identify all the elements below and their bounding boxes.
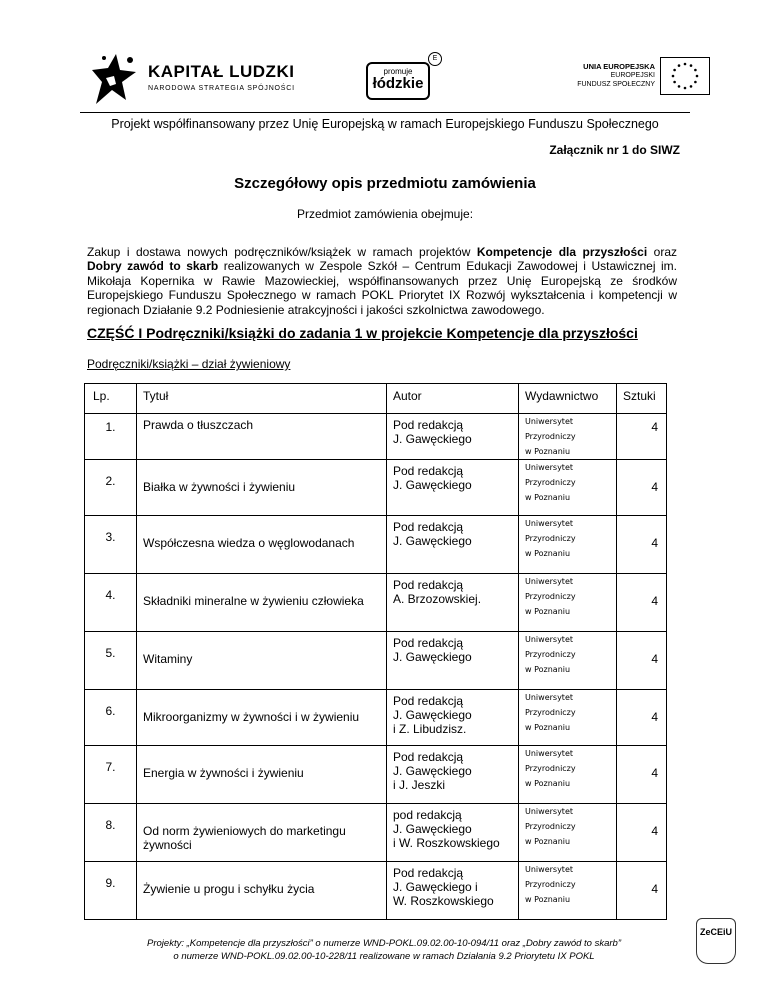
row-author [387, 804, 519, 862]
school-badge-text: ZeCEiU [699, 927, 732, 937]
publisher-line: w Poznaniu [525, 779, 571, 788]
annex-label: Załącznik nr 1 do SIWZ [549, 143, 680, 157]
row-author [387, 746, 519, 804]
row-author [387, 862, 519, 920]
row-title: Białka w żywności i żywieniu [137, 460, 387, 516]
publisher-line: w Poznaniu [525, 549, 571, 558]
eu-line3: FUNDUSZ SPOŁECZNY [577, 81, 655, 88]
row-title: Współczesna wiedza o węglowodanach [137, 516, 387, 574]
publisher-line: w Poznaniu [525, 447, 571, 456]
author-line: J. Gawęckiego [393, 650, 472, 664]
table-row [85, 746, 667, 804]
author-line: i J. Jeszki [393, 778, 446, 792]
project-cofinancing-line: Projekt współfinansowany przez Unię Europejską w ramach Europejskiego Funduszu Społecznego [111, 117, 659, 131]
publisher-line: Przyrodniczy [525, 592, 576, 601]
publisher-line: Uniwersytet [525, 807, 573, 816]
publisher-line: Przyrodniczy [525, 822, 576, 831]
header-lp: Lp. [85, 384, 137, 414]
intro-bold-1: Kompetencje dla przyszłości [476, 245, 648, 259]
row-quantity: 4 [617, 804, 667, 862]
intro-text-1: Zakup i dostawa nowych podręczników/książek w ramach projektów [87, 245, 477, 259]
row-author [387, 574, 519, 632]
publisher-line: Przyrodniczy [525, 764, 576, 773]
row-publisher [519, 746, 617, 804]
row-publisher [519, 414, 617, 460]
author-line: Pod redakcją [393, 578, 464, 592]
author-line: J. Gawęckiego [393, 534, 472, 548]
publisher-line: w Poznaniu [525, 837, 571, 846]
row-title: Od norm żywieniowych do marketingu żywności [137, 804, 387, 862]
publisher-line: w Poznaniu [525, 665, 571, 674]
publisher-line: Uniwersytet [525, 749, 573, 758]
row-lp: 6. [85, 690, 137, 746]
row-title: Witaminy [137, 632, 387, 690]
row-quantity: 4 [617, 862, 667, 920]
publisher-line: Przyrodniczy [525, 880, 576, 889]
publisher-line: Uniwersytet [525, 463, 573, 472]
publisher-line: w Poznaniu [525, 607, 571, 616]
intro-paragraph [87, 245, 677, 317]
row-title: Żywienie u progu i schyłku życia [137, 862, 387, 920]
promuje-lodzkie-logo [366, 52, 442, 104]
kapital-ludzki-subtitle: NARODOWA STRATEGIA SPÓJNOŚCI [148, 85, 295, 92]
row-publisher [519, 574, 617, 632]
row-quantity: 4 [617, 414, 667, 460]
author-line: J. Gawęckiego [393, 708, 472, 722]
header-author: Autor [387, 384, 519, 414]
table-row [85, 632, 667, 690]
books-table [84, 383, 667, 920]
row-quantity: 4 [617, 746, 667, 804]
author-line: Pod redakcją [393, 464, 464, 478]
author-line: Pod redakcją [393, 694, 464, 708]
row-quantity: 4 [617, 460, 667, 516]
table-header-row [85, 384, 667, 414]
publisher-line: Uniwersytet [525, 417, 573, 426]
page-subtitle: Przedmiot zamówienia obejmuje: [296, 207, 474, 221]
eu-text-block [545, 62, 655, 89]
author-line: i W. Roszkowskiego [393, 836, 500, 850]
row-author [387, 414, 519, 460]
table-row [85, 460, 667, 516]
intro-bold-2: Dobry zawód to skarb [87, 259, 219, 274]
row-author [387, 632, 519, 690]
author-line: J. Gawęckiego [393, 764, 472, 778]
row-author [387, 690, 519, 746]
author-line: J. Gawęckiego [393, 822, 472, 836]
author-line: W. Roszkowskiego [393, 894, 494, 908]
eu-line1: UNIA EUROPEJSKA [583, 62, 655, 71]
publisher-line: Uniwersytet [525, 865, 573, 874]
author-line: pod redakcją [393, 808, 462, 822]
row-title: Mikroorganizmy w żywności i w żywieniu [137, 690, 387, 746]
header-title: Tytuł [137, 384, 387, 414]
author-line: Pod redakcją [393, 520, 464, 534]
author-line: Pod redakcją [393, 750, 464, 764]
row-title: Energia w żywności i żywieniu [137, 746, 387, 804]
publisher-line: Uniwersytet [525, 693, 573, 702]
table-row [85, 414, 667, 460]
page-title: Szczegółowy opis przedmiotu zamówienia [234, 175, 536, 192]
table-row [85, 804, 667, 862]
publisher-line: w Poznaniu [525, 723, 571, 732]
publisher-line: Przyrodniczy [525, 432, 576, 441]
publisher-line: Przyrodniczy [525, 650, 576, 659]
kapital-ludzki-logo [92, 52, 302, 108]
row-lp: 8. [85, 804, 137, 862]
row-author [387, 516, 519, 574]
table-row [85, 516, 667, 574]
row-quantity: 4 [617, 690, 667, 746]
publisher-line: Przyrodniczy [525, 708, 576, 717]
row-publisher [519, 460, 617, 516]
publisher-line: Uniwersytet [525, 577, 573, 586]
school-badge-logo [696, 918, 736, 964]
lodz-logo-small-text: promuje [383, 67, 413, 76]
row-lp: 5. [85, 632, 137, 690]
kapital-ludzki-title: KAPITAŁ LUDZKI [148, 62, 295, 81]
section-title: CZĘŚĆ I Podręczniki/książki do zadania 1 w projekcie Kompetencje dla przyszłości [87, 325, 638, 341]
lodz-logo-mark: E [428, 52, 442, 66]
kapital-ludzki-star-icon [92, 52, 142, 108]
row-publisher [519, 516, 617, 574]
row-quantity: 4 [617, 574, 667, 632]
publisher-line: w Poznaniu [525, 493, 571, 502]
row-lp: 4. [85, 574, 137, 632]
table-row [85, 690, 667, 746]
lodz-logo-box [366, 62, 430, 100]
row-publisher [519, 690, 617, 746]
table-row [85, 862, 667, 920]
row-quantity: 4 [617, 516, 667, 574]
row-lp: 7. [85, 746, 137, 804]
author-line: i Z. Libudzisz. [393, 722, 467, 736]
author-line: Pod redakcją [393, 866, 464, 880]
header-divider [80, 112, 690, 113]
eu-line2: EUROPEJSKI [610, 72, 655, 79]
publisher-line: Przyrodniczy [525, 478, 576, 487]
row-title: Składniki mineralne w żywieniu człowieka [137, 574, 387, 632]
author-line: Pod redakcją [393, 636, 464, 650]
row-publisher [519, 804, 617, 862]
row-lp: 1. [85, 414, 137, 460]
publisher-line: Uniwersytet [525, 635, 573, 644]
sub-section-title: Podręczniki/książki – dział żywieniowy [87, 357, 291, 371]
row-lp: 2. [85, 460, 137, 516]
lodz-logo-big-text: łódzkie [372, 75, 424, 92]
author-line: J. Gawęckiego i [393, 880, 478, 894]
publisher-line: Przyrodniczy [525, 534, 576, 543]
publisher-line: Uniwersytet [525, 519, 573, 528]
header-publisher: Wydawnictwo [519, 384, 617, 414]
row-title: Prawda o tłuszczach [137, 414, 387, 460]
author-line: J. Gawęckiego [393, 478, 472, 492]
row-publisher [519, 862, 617, 920]
row-publisher [519, 632, 617, 690]
author-line: A. Brzozowskiej. [393, 592, 482, 606]
table-row [85, 574, 667, 632]
page-footer [100, 937, 668, 963]
footer-line1: Projekty: „Kompetencje dla przyszłości” o numerze WND-POKL.09.02.00-10-094/11 oraz „Dobry zawód to skarb” [147, 938, 621, 949]
header-quantity: Sztuki [617, 384, 667, 414]
eu-flag-icon [660, 57, 710, 95]
footer-line2: o numerze WND-POKL.09.02.00-10-228/11 realizowane w ramach Działania 9.2 Priorytetu IX POKL [173, 951, 595, 962]
publisher-line: w Poznaniu [525, 895, 571, 904]
intro-text-3: realizowanych w Zespole Szkół – Centrum Edukacji Zawodowej i Ustawicznej im. Mikołaja Kopernika w Rawie Mazowieckiej, współfinansowanych przez Unię Europejską ze środków Europejskiego Funduszu Społecznego w ramach POKL Priorytet IX Rozwój wykształcenia i kompetencji w regionach Działanie 9.2 Podniesienie atrakcyjności i jakości szkolnictwa zawodowego. [87, 259, 677, 317]
intro-text-2: oraz [647, 245, 677, 259]
author-line: Pod redakcją [393, 418, 464, 432]
row-lp: 3. [85, 516, 137, 574]
row-quantity: 4 [617, 632, 667, 690]
author-line: J. Gawęckiego [393, 432, 472, 446]
row-lp: 9. [85, 862, 137, 920]
row-author [387, 460, 519, 516]
